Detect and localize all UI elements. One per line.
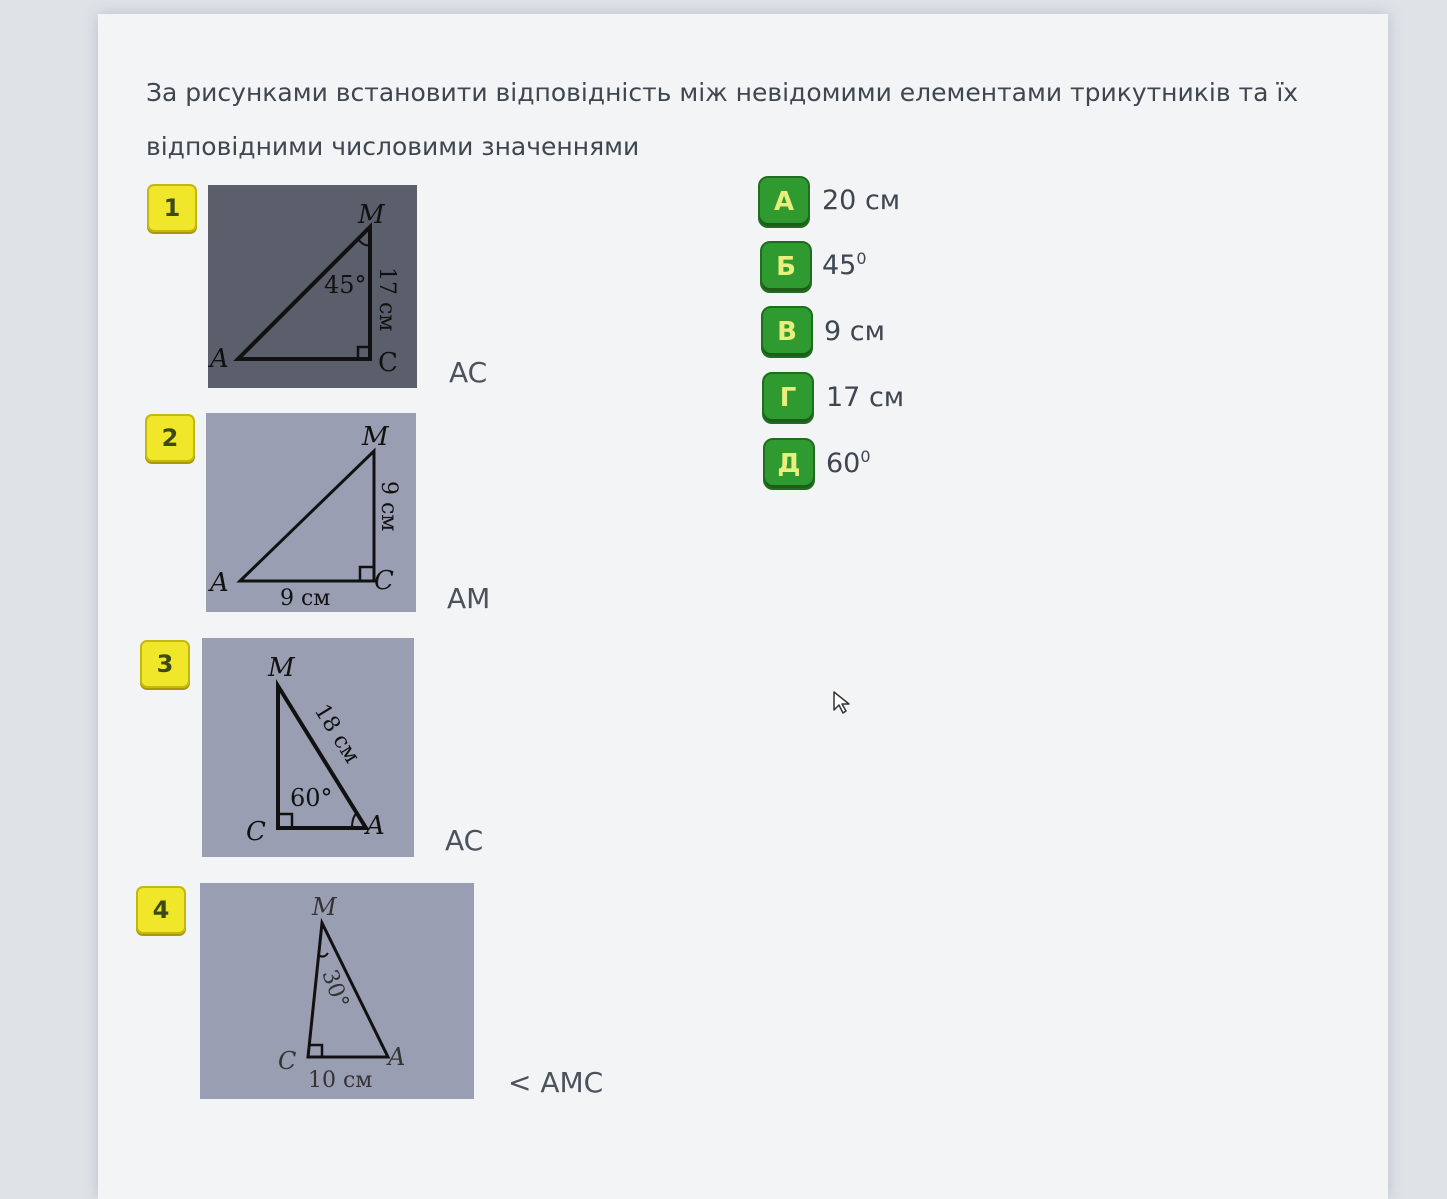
option-value-a: 20 см — [822, 185, 901, 216]
triangle-figure-1 — [208, 185, 417, 388]
vertex-c-label: C — [378, 348, 398, 378]
answer-label-2: AM — [447, 582, 491, 615]
vertex-m-label: M — [268, 653, 295, 683]
angle-label: 60° — [290, 784, 333, 812]
item-number-badge: 3 — [140, 640, 190, 688]
vertex-a-label: A — [366, 811, 385, 841]
vertex-m-label: M — [312, 893, 337, 921]
triangle-3-drawing — [202, 638, 414, 857]
angle-label: 45° — [324, 271, 367, 299]
option-value-b: $45^0$ — [822, 249, 867, 281]
option-badge-b[interactable]: Б — [760, 241, 812, 293]
option-value-g: 17 см — [826, 382, 905, 413]
answer-label-4: < AMC — [508, 1066, 604, 1099]
vertical-side-label: 9 см — [376, 481, 401, 532]
bottom-side-label: 9 см — [280, 586, 331, 611]
answer-label-1: AC — [449, 356, 488, 389]
option-badge-v[interactable]: В — [761, 306, 813, 358]
bottom-side-label: 10 см — [308, 1068, 373, 1093]
vertex-a-label: A — [210, 344, 229, 374]
answer-label-3: AC — [445, 824, 484, 857]
triangle-figure-2 — [206, 413, 416, 612]
vertex-c-label: C — [246, 817, 266, 847]
question-text: За рисунками встановити відповідність між невідомими елементами трикутників та їх відповідними числовими значеннями — [146, 78, 1299, 161]
triangle-figure-4 — [200, 883, 474, 1099]
triangle-4-drawing — [200, 883, 474, 1099]
hypotenuse-label: 18 см — [308, 699, 365, 768]
option-badge-a[interactable]: А — [758, 176, 810, 228]
vertex-m-label: M — [362, 422, 389, 452]
option-badge-d[interactable]: Д — [763, 438, 815, 490]
vertex-m-label: M — [358, 200, 385, 230]
triangle-1-drawing — [208, 185, 417, 388]
option-badge-g[interactable]: Г — [762, 372, 814, 424]
vertex-a-label: A — [388, 1043, 406, 1071]
item-number-badge: 1 — [147, 184, 197, 232]
side-length-label: 17 см — [374, 267, 399, 332]
mouse-pointer-icon — [832, 690, 852, 720]
vertex-a-label: A — [210, 568, 229, 598]
vertex-c-label: C — [278, 1047, 297, 1075]
triangle-2-drawing — [206, 413, 416, 612]
item-number-badge: 2 — [145, 414, 195, 462]
angle-label: 30° — [316, 966, 354, 1012]
option-value-v: 9 см — [824, 316, 885, 347]
triangle-figure-3 — [202, 638, 414, 857]
item-number-badge: 4 — [136, 886, 186, 934]
option-value-d: $60^0$ — [826, 447, 871, 479]
vertex-c-label: C — [374, 566, 394, 596]
